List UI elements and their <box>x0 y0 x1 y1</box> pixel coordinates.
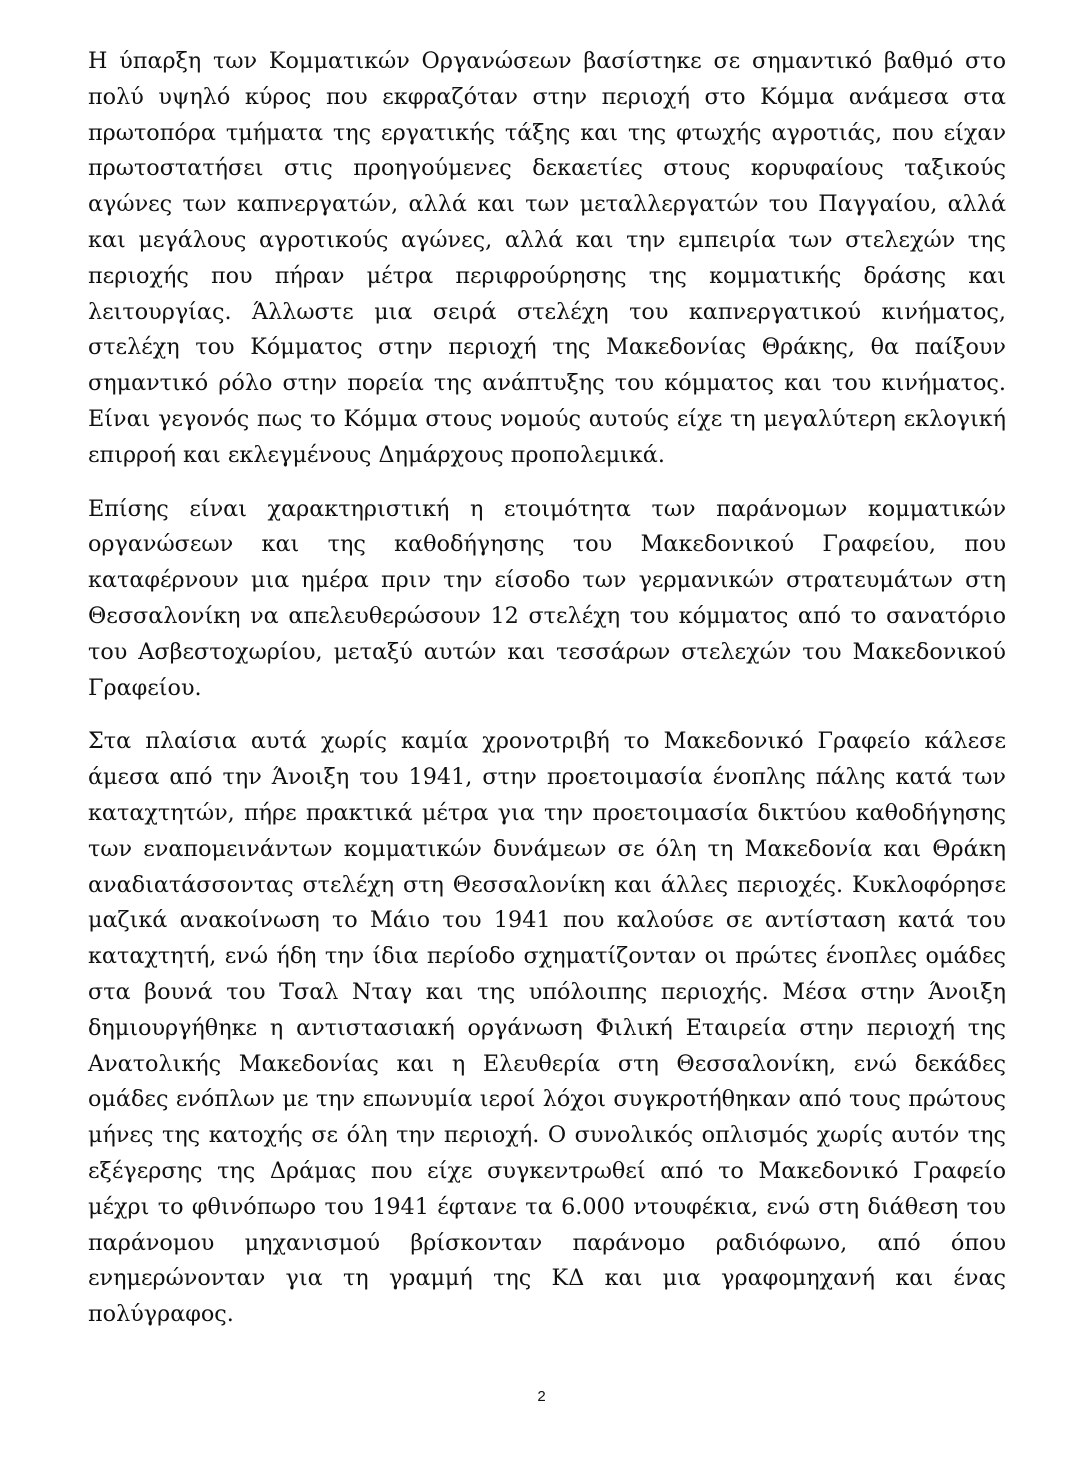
paragraph: Η ύπαρξη των Κομματικών Οργανώσεων βασίστηκε σε σημαντικό βαθμό στο πολύ υψηλό κύρος που εκφραζόταν στην περιοχή στο Κόμμα ανάμεσα στα πρωτοπόρα τμήματα της εργατικής τάξης και της φτωχής αγροτιάς, που είχαν πρωτοστατήσει στις προηγούμενες δεκαετίες στους κορυφαίους ταξικούς αγώνες των καπνεργατών, αλλά και των μεταλλεργατών του Παγγαίου, αλλά και μεγάλους αγροτικούς αγώνες, αλλά και την εμπειρία των στελεχών της περιοχής που πήραν μέτρα περιφρούρησης της κομματικής δράσης και λειτουργίας. Άλλωστε μια σειρά στελέχη του καπνεργατικού κινήματος, στελέχη του Κόμματος στην περιοχή της Μακεδονίας Θράκης, θα παίξουν σημαντικό ρόλο στην πορεία της ανάπτυξης του κόμματος και του κινήματος. Είναι γεγονός πως το Κόμμα στους νομούς αυτούς είχε τη μεγαλύτερη εκλογική επιρροή και εκλεγμένους Δημάρχους προπολεμικά. <box>88 48 1006 468</box>
page-number: 2 <box>537 1388 546 1405</box>
paragraph: Στα πλαίσια αυτά χωρίς καμία χρονοτριβή το Μακεδονικό Γραφείο κάλεσε άμεσα από την Άνοιξη του 1941, στην προετοιμασία ένοπλης πάλης κατά των καταχτητών, πήρε πρακτικά μέτρα για την προετοιμασία δικτύου καθοδήγησης των εναπομεινάντων κομματικών δυνάμεων σε όλη τη Μακεδονία και Θράκη αναδιατάσσοντας στελέχη στη Θεσσαλονίκη και άλλες περιοχές. Κυκλοφόρησε μαζικά ανακοίνωση το Μάιο του 1941 που καλούσε σε αντίσταση κατά του καταχτητή, ενώ ήδη την ίδια περίοδο σχηματίζονταν οι πρώτες ένοπλες ομάδες στα βουνά του Τσαλ Νταγ και της υπόλοιπης περιοχής. Μέσα στην Άνοιξη δημιουργήθηκε η αντιστασιακή οργάνωση Φιλική Εταιρεία στην περιοχή της Ανατολικής Μακεδονίας και η Ελευθερία στη Θεσσαλονίκη, ενώ δεκάδες ομάδες ενόπλων με την επωνυμία ιεροί λόχοι συγκροτήθηκαν από τους πρώτους μήνες της κατοχής σε όλη την περιοχή. Ο συνολικός οπλισμός χωρίς αυτόν της εξέγερσης της Δράμας που είχε συγκεντρωθεί από το Μακεδονικό Γραφείο μέχρι το φθινόπωρο του 1941 έφτανε τα 6.000 ντουφέκια, ενώ στη διάθεση του παράνομου μηχανισμού βρίσκονταν παράνομο ραδιόφωνο, από όπου ενημερώνονταν για τη γραμμή της ΚΔ και μια γραφομηχανή και ένας πολύγραφος. <box>88 728 1006 1328</box>
document-body <box>88 44 1006 1351</box>
paragraph: Επίσης είναι χαρακτηριστική η ετοιμότητα των παράνομων κομματικών οργανώσεων και της καθοδήγησης του Μακεδονικού Γραφείου, που καταφέρνουν μια ημέρα πριν την είσοδο των γερμανικών στρατευμάτων στη Θεσσαλονίκη να απελευθερώσουν 12 στελέχη του κόμματος από το σανατόριο του Ασβεστοχωρίου, μεταξύ αυτών και τεσσάρων στελεχών του Μακεδονικού Γραφείου. <box>88 495 1006 701</box>
